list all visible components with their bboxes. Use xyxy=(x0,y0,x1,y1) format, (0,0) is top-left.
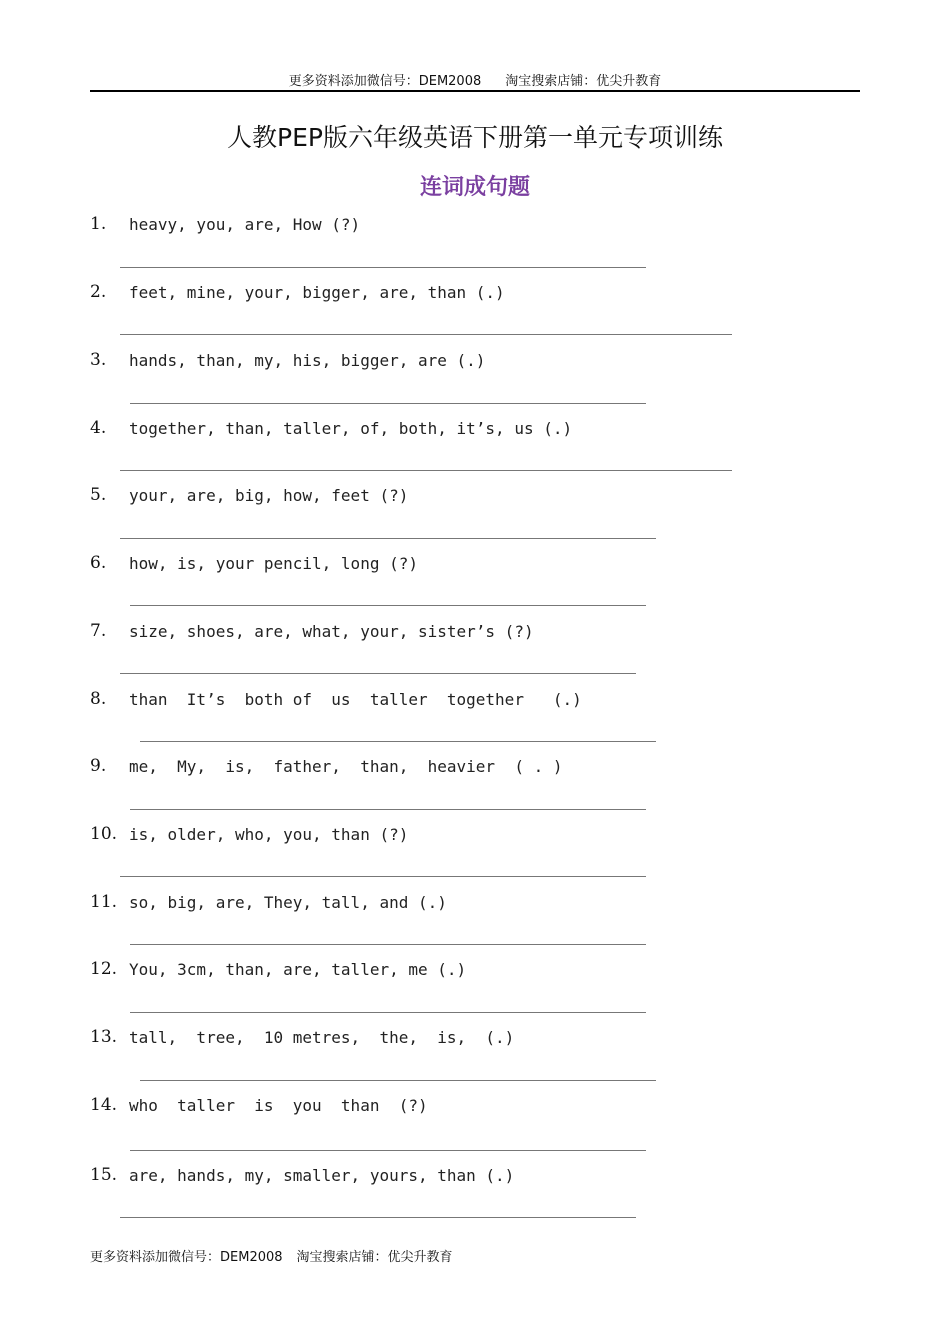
question-item xyxy=(90,621,870,681)
answer-line[interactable] xyxy=(120,470,732,471)
question-words: your, are, big, how, feet (?) xyxy=(129,486,409,505)
section-subtitle: 连词成句题 xyxy=(419,175,530,200)
question-words: are, hands, my, smaller, yours, than (.) xyxy=(129,1166,515,1185)
question-item xyxy=(90,485,870,545)
question-item xyxy=(90,689,870,749)
question-number: 5. xyxy=(90,485,107,505)
answer-line[interactable] xyxy=(130,403,646,404)
question-number: 9. xyxy=(90,756,107,776)
question-number: 11. xyxy=(90,892,118,912)
question-number: 12. xyxy=(90,959,118,979)
answer-line[interactable] xyxy=(120,673,636,674)
question-words: is, older, who, you, than (?) xyxy=(129,825,409,844)
question-words: so, big, are, They, tall, and (.) xyxy=(129,893,447,912)
footer-shop: 淘宝搜索店铺：优尖升教育 xyxy=(296,1250,453,1265)
header-shop: 淘宝搜索店铺：优尖升教育 xyxy=(505,74,662,89)
question-item xyxy=(90,1165,870,1225)
question-words: feet, mine, your, bigger, are, than (.) xyxy=(129,283,505,302)
answer-line[interactable] xyxy=(120,334,732,335)
question-number: 8. xyxy=(90,689,107,709)
question-words: heavy, you, are, How (?) xyxy=(129,215,361,234)
question-words: tall, tree, 10 metres, the, is, (.) xyxy=(129,1028,515,1047)
question-number: 6. xyxy=(90,553,107,573)
question-number: 15. xyxy=(90,1165,118,1185)
question-item xyxy=(90,756,870,816)
question-item xyxy=(90,1027,870,1087)
question-item xyxy=(90,350,870,410)
answer-line[interactable] xyxy=(120,267,646,268)
question-item xyxy=(90,892,870,952)
question-words: together, than, taller, of, both, it’s, us (.) xyxy=(129,419,573,438)
answer-line[interactable] xyxy=(130,605,646,606)
question-words: You, 3cm, than, are, taller, me (.) xyxy=(129,960,467,979)
question-item xyxy=(90,553,870,613)
question-item xyxy=(90,418,870,478)
question-number: 7. xyxy=(90,621,107,641)
question-item xyxy=(90,824,870,884)
question-words: how, is, your pencil, long (?) xyxy=(129,554,418,573)
question-number: 1. xyxy=(90,214,107,234)
header-divider xyxy=(90,90,860,92)
footer-wechat: 更多资料添加微信号：DEM2008 xyxy=(90,1250,283,1265)
question-words: me, My, is, father, than, heavier ( . ) xyxy=(129,757,563,776)
answer-line[interactable] xyxy=(130,1012,646,1013)
question-item xyxy=(90,214,870,274)
header-wechat: 更多资料添加微信号：DEM2008 xyxy=(288,74,482,89)
answer-line[interactable] xyxy=(130,944,646,945)
question-number: 10. xyxy=(90,824,118,844)
question-words: than It’s both of us taller together (.) xyxy=(129,690,582,709)
question-number: 14. xyxy=(90,1095,118,1115)
question-item xyxy=(90,1095,870,1155)
answer-line[interactable] xyxy=(130,1150,646,1151)
answer-line[interactable] xyxy=(140,1080,656,1081)
page-title: 人教PEP版六年级英语下册第一单元专项训练 xyxy=(227,123,723,152)
answer-line[interactable] xyxy=(120,538,656,539)
question-item xyxy=(90,959,870,1019)
page-header xyxy=(0,70,950,89)
question-item xyxy=(90,282,870,342)
answer-line[interactable] xyxy=(140,741,656,742)
question-number: 13. xyxy=(90,1027,118,1047)
answer-line[interactable] xyxy=(120,876,646,877)
answer-line[interactable] xyxy=(130,809,646,810)
question-words: who taller is you than (?) xyxy=(129,1096,428,1115)
question-words: size, shoes, are, what, your, sister’s (?) xyxy=(129,622,534,641)
question-number: 2. xyxy=(90,282,107,302)
question-number: 4. xyxy=(90,418,107,438)
question-number: 3. xyxy=(90,350,107,370)
page-footer xyxy=(90,1246,453,1265)
answer-line[interactable] xyxy=(120,1217,636,1218)
question-words: hands, than, my, his, bigger, are (.) xyxy=(129,351,486,370)
